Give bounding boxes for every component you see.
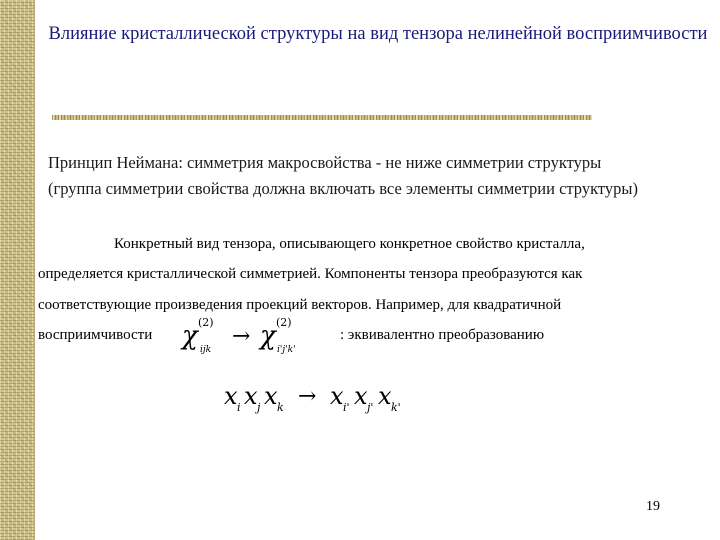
sub-j: j	[257, 401, 261, 414]
x-var: x	[224, 382, 238, 410]
body-line-4-end: : эквивалентно преобразованию	[340, 327, 545, 343]
chi-symbol-right: χ	[260, 321, 276, 351]
decorative-left-strip	[0, 0, 35, 540]
slide-title: Влияние кристаллической структуры на вид тензора нелинейной восприимчивости	[48, 24, 708, 44]
decorative-divider	[52, 115, 592, 120]
chi-symbol-left: χ	[182, 321, 198, 351]
x-var: x	[330, 382, 344, 410]
x-var: x	[378, 382, 392, 410]
chi-indices-right: i'j'k'	[277, 345, 296, 355]
neumann-principle	[48, 150, 708, 202]
x-var: x	[264, 382, 278, 410]
page-number: 19	[646, 499, 660, 514]
sub-k-prime: k'	[391, 401, 401, 414]
coordinate-product-formula	[222, 378, 442, 418]
body-line-2: определяется кристаллической симметрией. Компоненты тензора преобразуются как	[38, 266, 583, 282]
x-var: x	[244, 382, 258, 410]
principle-line-1: Принцип Неймана: симметрия макросвойства - не ниже симметрии структуры	[48, 153, 602, 172]
chi-order-left: (2)	[198, 316, 214, 329]
chi-order-right: (2)	[276, 316, 292, 329]
x-var: x	[354, 382, 368, 410]
susceptibility-formula	[180, 312, 320, 358]
body-line-1: Конкретный вид тензора, описывающего конкретное свойство кристалла,	[114, 236, 585, 252]
principle-line-2: (группа симметрии свойства должна включать все элементы симметрии структуры)	[48, 179, 638, 198]
arrow-icon-formula2: →	[298, 384, 317, 409]
sub-k: k	[277, 401, 284, 414]
chi-indices-left: ijk	[200, 345, 212, 355]
sub-i-prime: i'	[343, 401, 350, 414]
sub-j-prime: j'	[367, 401, 374, 414]
arrow-icon-formula1: →	[232, 324, 251, 349]
sub-i: i	[237, 401, 241, 414]
body-line-4-start: восприимчивости	[38, 327, 153, 343]
body-line-3: соответствующие произведения проекций векторов. Например, для квадратичной	[38, 297, 562, 313]
